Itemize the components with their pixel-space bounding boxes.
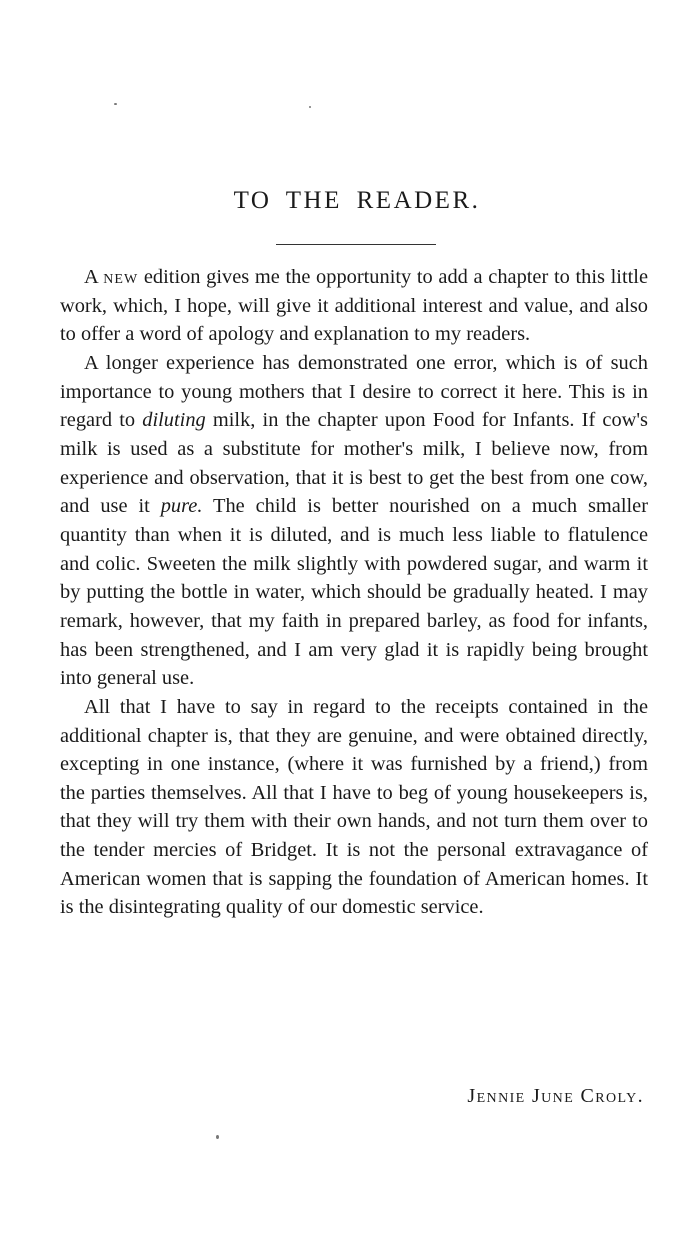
print-speck (216, 1135, 219, 1139)
paragraph-1 (60, 263, 648, 349)
paragraph-2-part-2: milk, in the chapter upon Food for Infants. If cow's milk is used as a substitute for mother's milk, I believe now, from experience and observation, that it is best to get the best from one cow, and use it (60, 409, 648, 518)
print-speck (114, 103, 117, 105)
body-text (60, 263, 648, 922)
title-rule (276, 244, 436, 245)
page-title: TO THE READER. (233, 187, 481, 214)
paragraph-2-italic-pure: pure. (160, 495, 203, 518)
print-speck (309, 106, 311, 108)
paragraph-2-part-3: The child is better nourished on a much smaller quantity than when it is diluted, and is much less liable to flatulence and colic. Sweeten the milk slightly with powdered sugar, and warm it by putting the bottle in water, which should be gradually heated. I may remark, however, that my faith in prepared barley, as food for infants, has been strengthened, and I am very glad it is rapidly being brought into general use. (60, 495, 648, 690)
author-signature: Jennie June Croly. (467, 1085, 644, 1107)
paragraph-3: All that I have to say in regard to the receipts contained in the additional chapter is, that they are genuine, and were obtained directly, excepting in one instance, (where it was furnished by a friend,) from the parties themselves. All that I have to beg of young housekeepers is, that they will try them with their own hands, and not turn them over to the tender mercies of Bridget. It is not the personal extravagance of American women that is sapping the foundation of American homes. It is the disintegrating quality of our domestic service. (60, 695, 648, 919)
paragraph-1-smallcaps: new (103, 266, 139, 288)
paragraph-1-lead: A (84, 266, 98, 288)
paragraph-1-text: edition gives me the opportunity to add a chapter to this little work, which, I hope, will give it additional interest and value, and also to offer a word of apology and explanation to my readers. (60, 266, 648, 346)
paragraph-2-italic-diluting: diluting (142, 409, 206, 432)
paragraph-2 (60, 349, 648, 693)
paragraph-2-part-1: A longer experience has demonstrated one error, which is of such importance to young mothers that I desire to correct it here. This is in regard to (60, 351, 648, 432)
